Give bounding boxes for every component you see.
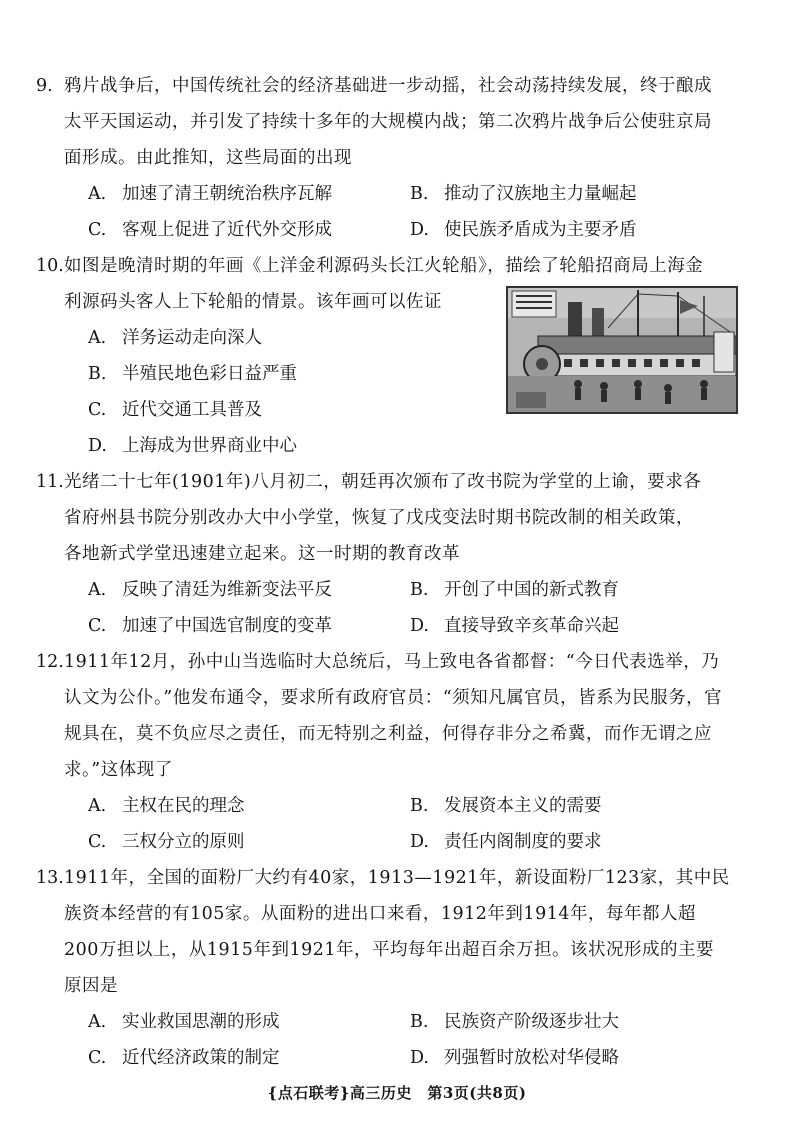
option-c: C. 客观上促进了近代外交形成 — [88, 220, 332, 240]
option-a: A. 加速了清王朝统治秩序瓦解 — [88, 184, 332, 204]
question-number: 13. — [36, 868, 64, 888]
question-stem-line: 规具在，莫不负应尽之责任，而无特别之利益，何得存非分之希冀，而作无谓之应 — [64, 724, 712, 744]
question-stem-line: 认文为公仆。”他发布通令，要求所有政府官员：“须知凡属官员，皆系为民服务，官 — [64, 688, 723, 708]
option-d: D. 使民族矛盾成为主要矛盾 — [410, 220, 637, 240]
question-stem-line: 面形成。由此推知，这些局面的出现 — [64, 148, 352, 168]
option-c: C. 加速了中国选官制度的变革 — [88, 616, 332, 636]
option-d: D. 列强暂时放松对华侵略 — [410, 1048, 619, 1068]
option-b: B. 推动了汉族地主力量崛起 — [410, 184, 637, 204]
page-footer: {点石联考}高三历史 第3页(共8页) — [267, 1084, 527, 1102]
question-number: 9. — [36, 76, 53, 96]
option-d: D. 直接导致辛亥革命兴起 — [410, 616, 619, 636]
question-stem-line: 各地新式学堂迅速建立起来。这一时期的教育改革 — [64, 544, 460, 564]
question-stem-line: 如图是晚清时期的年画《上洋金利源码头长江火轮船》，描绘了轮船招商局上海金 — [64, 256, 704, 276]
question-stem-line: 1911年12月，孙中山当选临时大总统后，马上致电各省都督：“今日代表选举，乃 — [64, 652, 720, 672]
question-stem-line: 利源码头客人上下轮船的情景。该年画可以佐证 — [64, 292, 442, 312]
question-stem-line: 原因是 — [64, 976, 118, 996]
steamship-painting-image — [506, 286, 738, 414]
option-c: C. 近代交通工具普及 — [88, 400, 262, 420]
option-a: A. 洋务运动走向深人 — [88, 328, 262, 348]
question-stem-line: 求。”这体现了 — [64, 760, 173, 780]
option-d: D. 上海成为世界商业中心 — [88, 436, 297, 456]
option-a: A. 主权在民的理念 — [88, 796, 245, 816]
option-b: B. 半殖民地色彩日益严重 — [88, 364, 297, 384]
option-a: A. 实业救国思潮的形成 — [88, 1012, 280, 1032]
question-stem-line: 光绪二十七年(1901年)八月初二，朝廷再次颁布了改书院为学堂的上谕，要求各 — [64, 472, 702, 492]
question-number: 12. — [36, 652, 64, 672]
question-stem-line: 族资本经营的有105家。从面粉的进出口来看，1912年到1914年，每年都人超 — [64, 904, 696, 924]
question-stem-line: 200万担以上，从1915年到1921年，平均每年出超百余万担。该状况形成的主要 — [64, 940, 714, 960]
option-d: D. 责任内阁制度的要求 — [410, 832, 602, 852]
question-stem-line: 鸦片战争后，中国传统社会的经济基础进一步动摇，社会动荡持续发展，终于酿成 — [64, 76, 712, 96]
question-stem-line: 省府州县书院分别改办大中小学堂，恢复了戊戌变法时期书院改制的相关政策， — [64, 508, 694, 528]
question-number: 11. — [36, 472, 64, 492]
question-stem-line: 1911年，全国的面粉厂大约有40家，1913—1921年，新设面粉厂123家，其中民 — [64, 868, 730, 888]
steamship-painting-icon — [508, 288, 736, 412]
option-b: B. 民族资产阶级逐步壮大 — [410, 1012, 619, 1032]
option-b: B. 开创了中国的新式教育 — [410, 580, 619, 600]
question-stem-line: 太平天国运动，并引发了持续十多年的大规模内战；第二次鸦片战争后公使驻京局 — [64, 112, 712, 132]
option-c: C. 近代经济政策的制定 — [88, 1048, 280, 1068]
option-c: C. 三权分立的原则 — [88, 832, 245, 852]
option-a: A. 反映了清廷为维新变法平反 — [88, 580, 332, 600]
question-number: 10. — [36, 256, 64, 276]
option-b: B. 发展资本主义的需要 — [410, 796, 602, 816]
